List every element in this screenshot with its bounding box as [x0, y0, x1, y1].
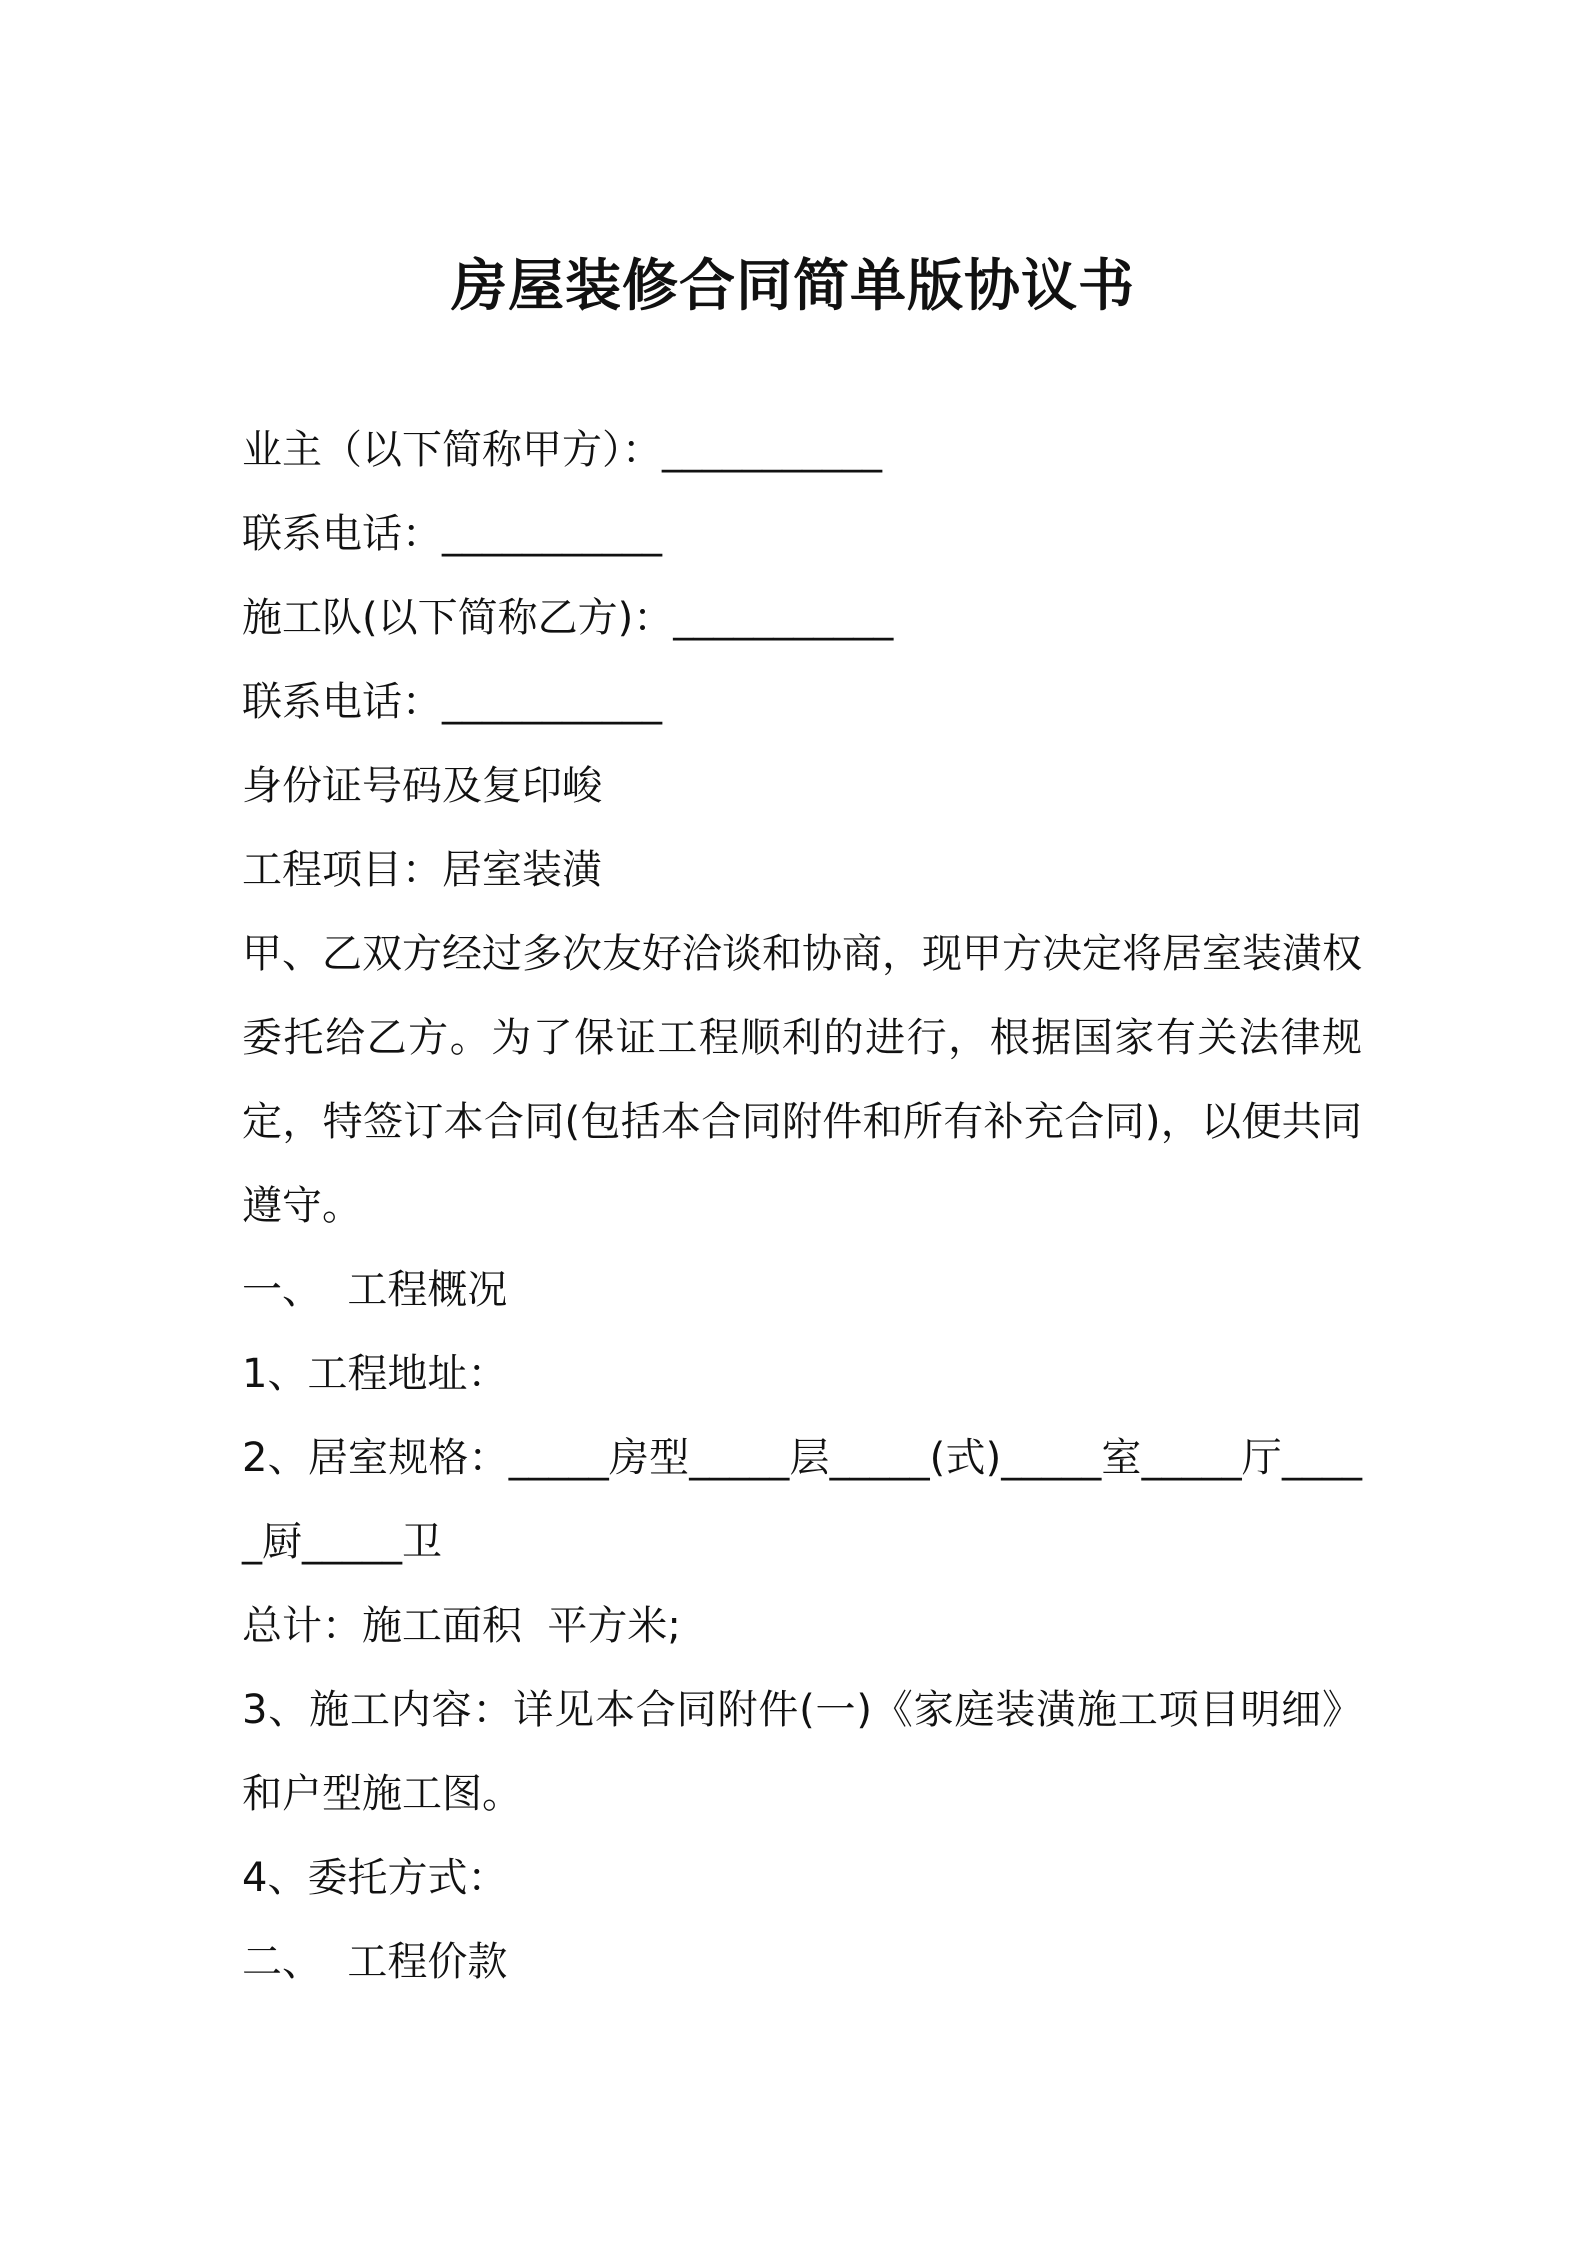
id-card-line: 身份证号码及复印峻: [242, 763, 602, 809]
section-heading-overview: 一、 工程概况: [242, 1267, 508, 1313]
document-body: [242, 408, 1362, 2004]
document-title: 房屋装修合同简单版协议书: [451, 254, 1135, 319]
project-line: 工程项目：居室装潢: [242, 847, 602, 893]
item-address: 1、工程地址：: [242, 1351, 508, 1397]
item-commission-method: 4、委托方式：: [242, 1855, 508, 1901]
contractor-phone-line: 联系电话：___________: [242, 679, 662, 725]
owner-line: 业主（以下简称甲方）：___________: [242, 427, 882, 473]
contractor-line: 施工队(以下简称乙方)：___________: [242, 595, 894, 641]
intro-paragraph: 甲、乙双方经过多次友好洽谈和协商，现甲方决定将居室装潢权委托给乙方。为了保证工程顺利的进行，根据国家有关法律规定，特签订本合同(包括本合同附件和所有补充合同)，以便共同遵守。: [242, 931, 1362, 1229]
item-construction-content: 3、施工内容：详见本合同附件(一)《家庭装潢施工项目明细》和户型施工图。: [242, 1687, 1362, 1817]
section-heading-price: 二、 工程价款: [242, 1939, 508, 1985]
item-total-area: 总计：施工面积 平方米;: [242, 1603, 681, 1649]
item-room-spec: 2、居室规格：_____房型_____层_____(式)_____室_____厅_____厨_____卫: [242, 1435, 1362, 1565]
owner-phone-line: 联系电话：___________: [242, 511, 662, 557]
